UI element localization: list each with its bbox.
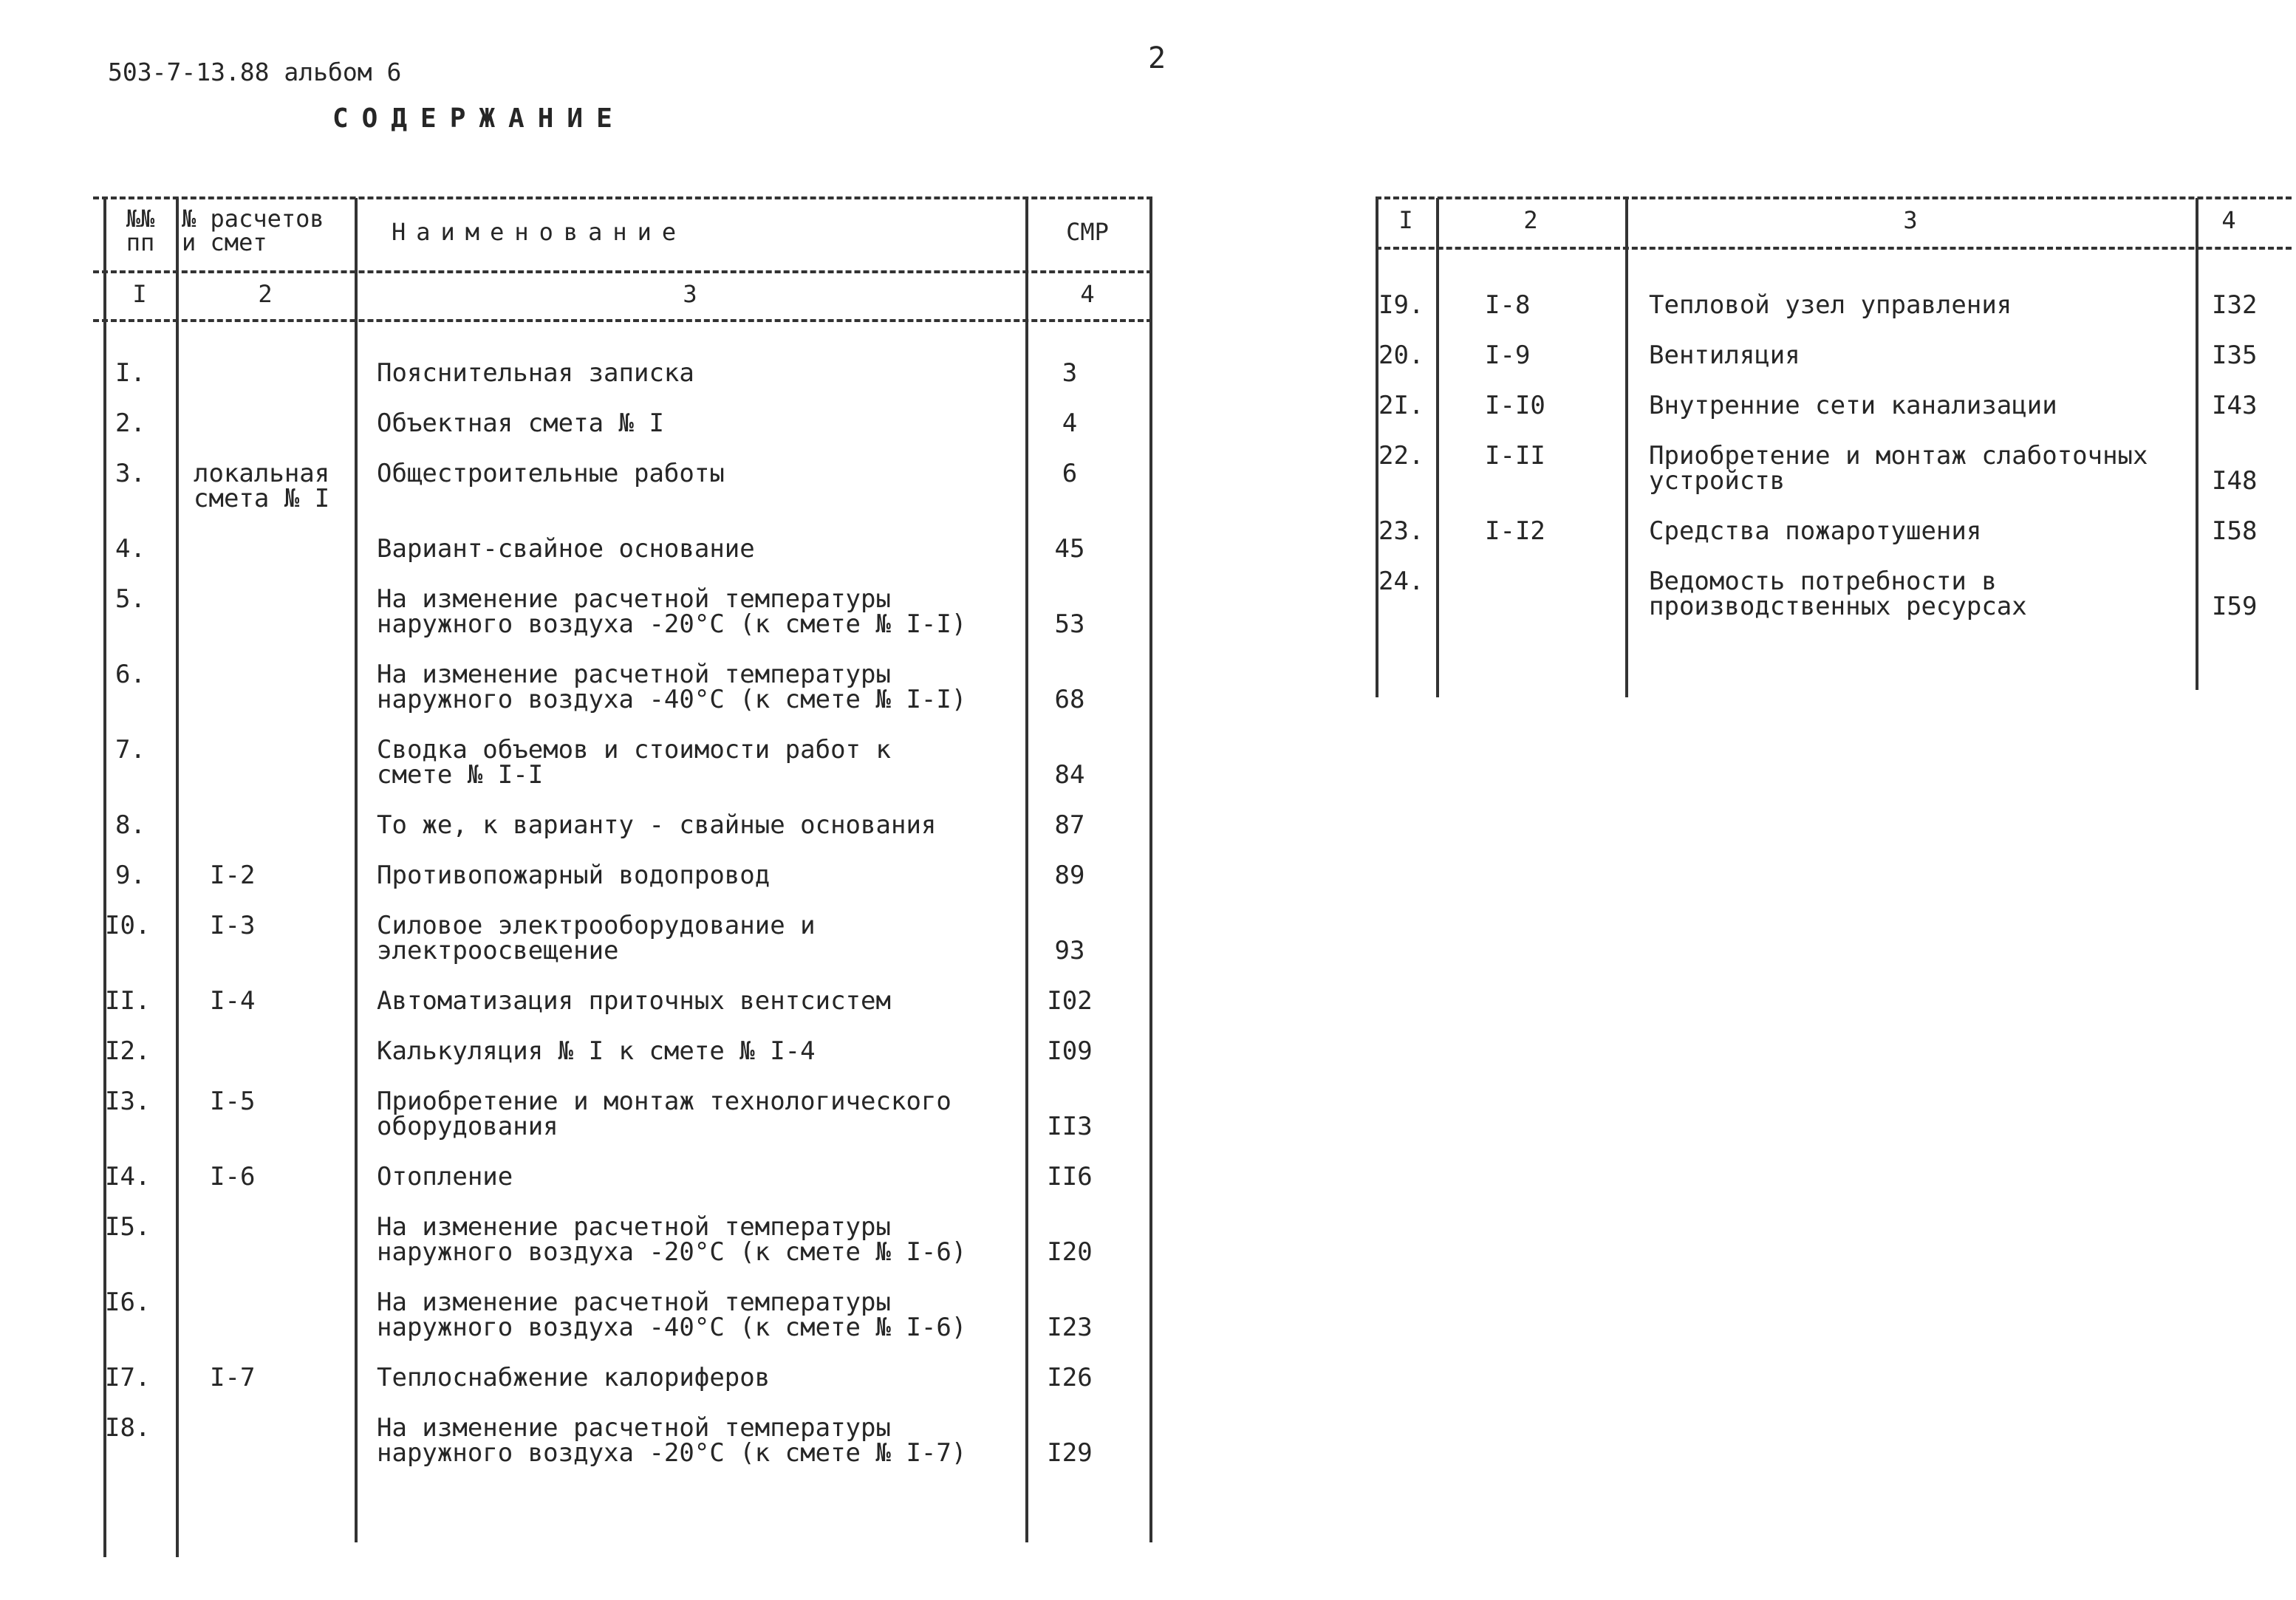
row-page: 4 xyxy=(1062,408,1078,438)
row-page: 45 xyxy=(1054,534,1085,564)
row-name: Противопожарный водопровод xyxy=(377,861,771,890)
row-number: I6. xyxy=(105,1288,151,1317)
row-name: Автоматизация приточных вентсистем xyxy=(377,986,891,1016)
row-page: I32 xyxy=(2212,290,2258,320)
column-header-reference: № расчетов и смет xyxy=(182,205,324,256)
row-number: 3. xyxy=(115,459,146,488)
column-index: 4 xyxy=(1080,280,1095,308)
row-reference: I-4 xyxy=(210,986,256,1016)
row-number: I. xyxy=(115,358,146,388)
column-header-name: Наименование xyxy=(392,218,687,246)
row-name: Силовое электрооборудование и электроосвещение xyxy=(377,911,816,965)
table-rule xyxy=(176,198,179,1557)
page-number: 2 xyxy=(1148,41,1166,75)
row-page: 93 xyxy=(1054,936,1085,965)
row-number: 5. xyxy=(115,584,146,614)
row-name: Средства пожаротушения xyxy=(1649,516,1982,546)
table-rule xyxy=(2196,198,2198,690)
table-rule xyxy=(103,198,106,1557)
row-number: I2. xyxy=(105,1036,151,1066)
row-name: Приобретение и монтаж технологического оборудования xyxy=(377,1087,951,1141)
row-reference: локальная смета № I xyxy=(194,459,330,513)
column-header-pages: СМР xyxy=(1066,218,1109,246)
row-page: 3 xyxy=(1062,358,1078,388)
row-name: Теплоснабжение калориферов xyxy=(377,1363,771,1392)
table-rule xyxy=(1376,247,2292,250)
row-name: Внутренние сети канализации xyxy=(1649,391,2057,420)
column-index: 3 xyxy=(683,280,697,308)
row-name: Сводка объемов и стоимости работ к смете № I-I xyxy=(377,735,891,790)
row-number: I5. xyxy=(105,1212,151,1242)
row-name: На изменение расчетной температуры наружного воздуха -20°С (к смете № I-6) xyxy=(377,1212,967,1267)
row-page: I09 xyxy=(1047,1036,1093,1066)
row-number: 8. xyxy=(115,810,146,840)
row-name: Пояснительная записка xyxy=(377,358,694,388)
row-page: 68 xyxy=(1054,685,1085,714)
row-reference: I-II xyxy=(1485,441,1545,471)
row-number: I4. xyxy=(105,1162,151,1192)
column-index: 2 xyxy=(258,280,273,308)
document-code: 503-7-13.88 альбом 6 xyxy=(108,58,402,86)
column-index: I xyxy=(1398,206,1413,234)
row-page: I48 xyxy=(2212,466,2258,496)
row-page: I02 xyxy=(1047,986,1093,1016)
row-name: Ведомость потребности в производственных ресурсах xyxy=(1649,567,2027,621)
table-rule xyxy=(93,270,1152,273)
row-page: 53 xyxy=(1054,609,1085,639)
row-name: Калькуляция № I к смете № I-4 xyxy=(377,1036,816,1066)
row-number: 4. xyxy=(115,534,146,564)
row-reference: I-5 xyxy=(210,1087,256,1116)
row-page: I29 xyxy=(1047,1438,1093,1468)
page-title: СОДЕРЖАНИЕ xyxy=(332,103,626,134)
row-page: I58 xyxy=(2212,516,2258,546)
row-reference: I-9 xyxy=(1485,341,1531,370)
row-name: На изменение расчетной температуры наружного воздуха -20°С (к смете № I-7) xyxy=(377,1413,967,1468)
column-header-number: №№ пп xyxy=(126,205,155,256)
row-reference: I-7 xyxy=(210,1363,256,1392)
row-number: 6. xyxy=(115,660,146,689)
row-name: На изменение расчетной температуры наружного воздуха -20°С (к смете № I-I) xyxy=(377,584,967,639)
row-number: 22. xyxy=(1378,441,1424,471)
row-name: Приобретение и монтаж слаботочных устройств xyxy=(1649,441,2148,496)
row-number: 23. xyxy=(1378,516,1424,546)
row-page: 84 xyxy=(1054,760,1085,790)
row-page: I26 xyxy=(1047,1363,1093,1392)
row-number: 7. xyxy=(115,735,146,765)
column-index: 3 xyxy=(1903,206,1918,234)
column-index: 4 xyxy=(2221,206,2236,234)
column-index: 2 xyxy=(1523,206,1538,234)
row-name: Вентиляция xyxy=(1649,341,1800,370)
row-reference: I-3 xyxy=(210,911,256,940)
row-reference: I-I2 xyxy=(1485,516,1545,546)
row-name: Тепловой узел управления xyxy=(1649,290,2012,320)
row-number: I3. xyxy=(105,1087,151,1116)
row-page: 6 xyxy=(1062,459,1078,488)
row-number: 2. xyxy=(115,408,146,438)
row-page: I20 xyxy=(1047,1237,1093,1267)
row-page: I35 xyxy=(2212,341,2258,370)
row-number: 20. xyxy=(1378,341,1424,370)
row-number: 2I. xyxy=(1378,391,1424,420)
row-page: 87 xyxy=(1054,810,1085,840)
row-name: То же, к варианту - свайные основания xyxy=(377,810,937,840)
table-rule xyxy=(1625,198,1628,697)
table-rule xyxy=(93,196,1152,199)
row-number: I8. xyxy=(105,1413,151,1443)
table-rule xyxy=(1149,198,1152,1542)
table-rule xyxy=(355,198,358,1542)
row-number: 9. xyxy=(115,861,146,890)
row-page: II3 xyxy=(1047,1112,1093,1141)
row-reference: I-6 xyxy=(210,1162,256,1192)
row-number: I0. xyxy=(105,911,151,940)
row-name: Общестроительные работы xyxy=(377,459,725,488)
table-rule xyxy=(1436,198,1439,697)
row-page: I43 xyxy=(2212,391,2258,420)
row-number: I7. xyxy=(105,1363,151,1392)
table-rule xyxy=(1376,196,2292,199)
row-name: Объектная смета № I xyxy=(377,408,664,438)
row-name: На изменение расчетной температуры наружного воздуха -40°С (к смете № I-I) xyxy=(377,660,967,714)
row-reference: I-8 xyxy=(1485,290,1531,320)
row-name: Отопление xyxy=(377,1162,513,1192)
row-name: На изменение расчетной температуры наружного воздуха -40°С (к смете № I-6) xyxy=(377,1288,967,1342)
row-reference: I-2 xyxy=(210,861,256,890)
row-name: Вариант-свайное основание xyxy=(377,534,755,564)
row-number: I9. xyxy=(1378,290,1424,320)
column-index: I xyxy=(132,280,147,308)
row-page: I59 xyxy=(2212,592,2258,621)
table-rule xyxy=(93,319,1152,322)
row-page: II6 xyxy=(1047,1162,1093,1192)
row-page: 89 xyxy=(1054,861,1085,890)
row-number: 24. xyxy=(1378,567,1424,596)
row-page: I23 xyxy=(1047,1313,1093,1342)
row-reference: I-I0 xyxy=(1485,391,1545,420)
row-number: II. xyxy=(105,986,151,1016)
